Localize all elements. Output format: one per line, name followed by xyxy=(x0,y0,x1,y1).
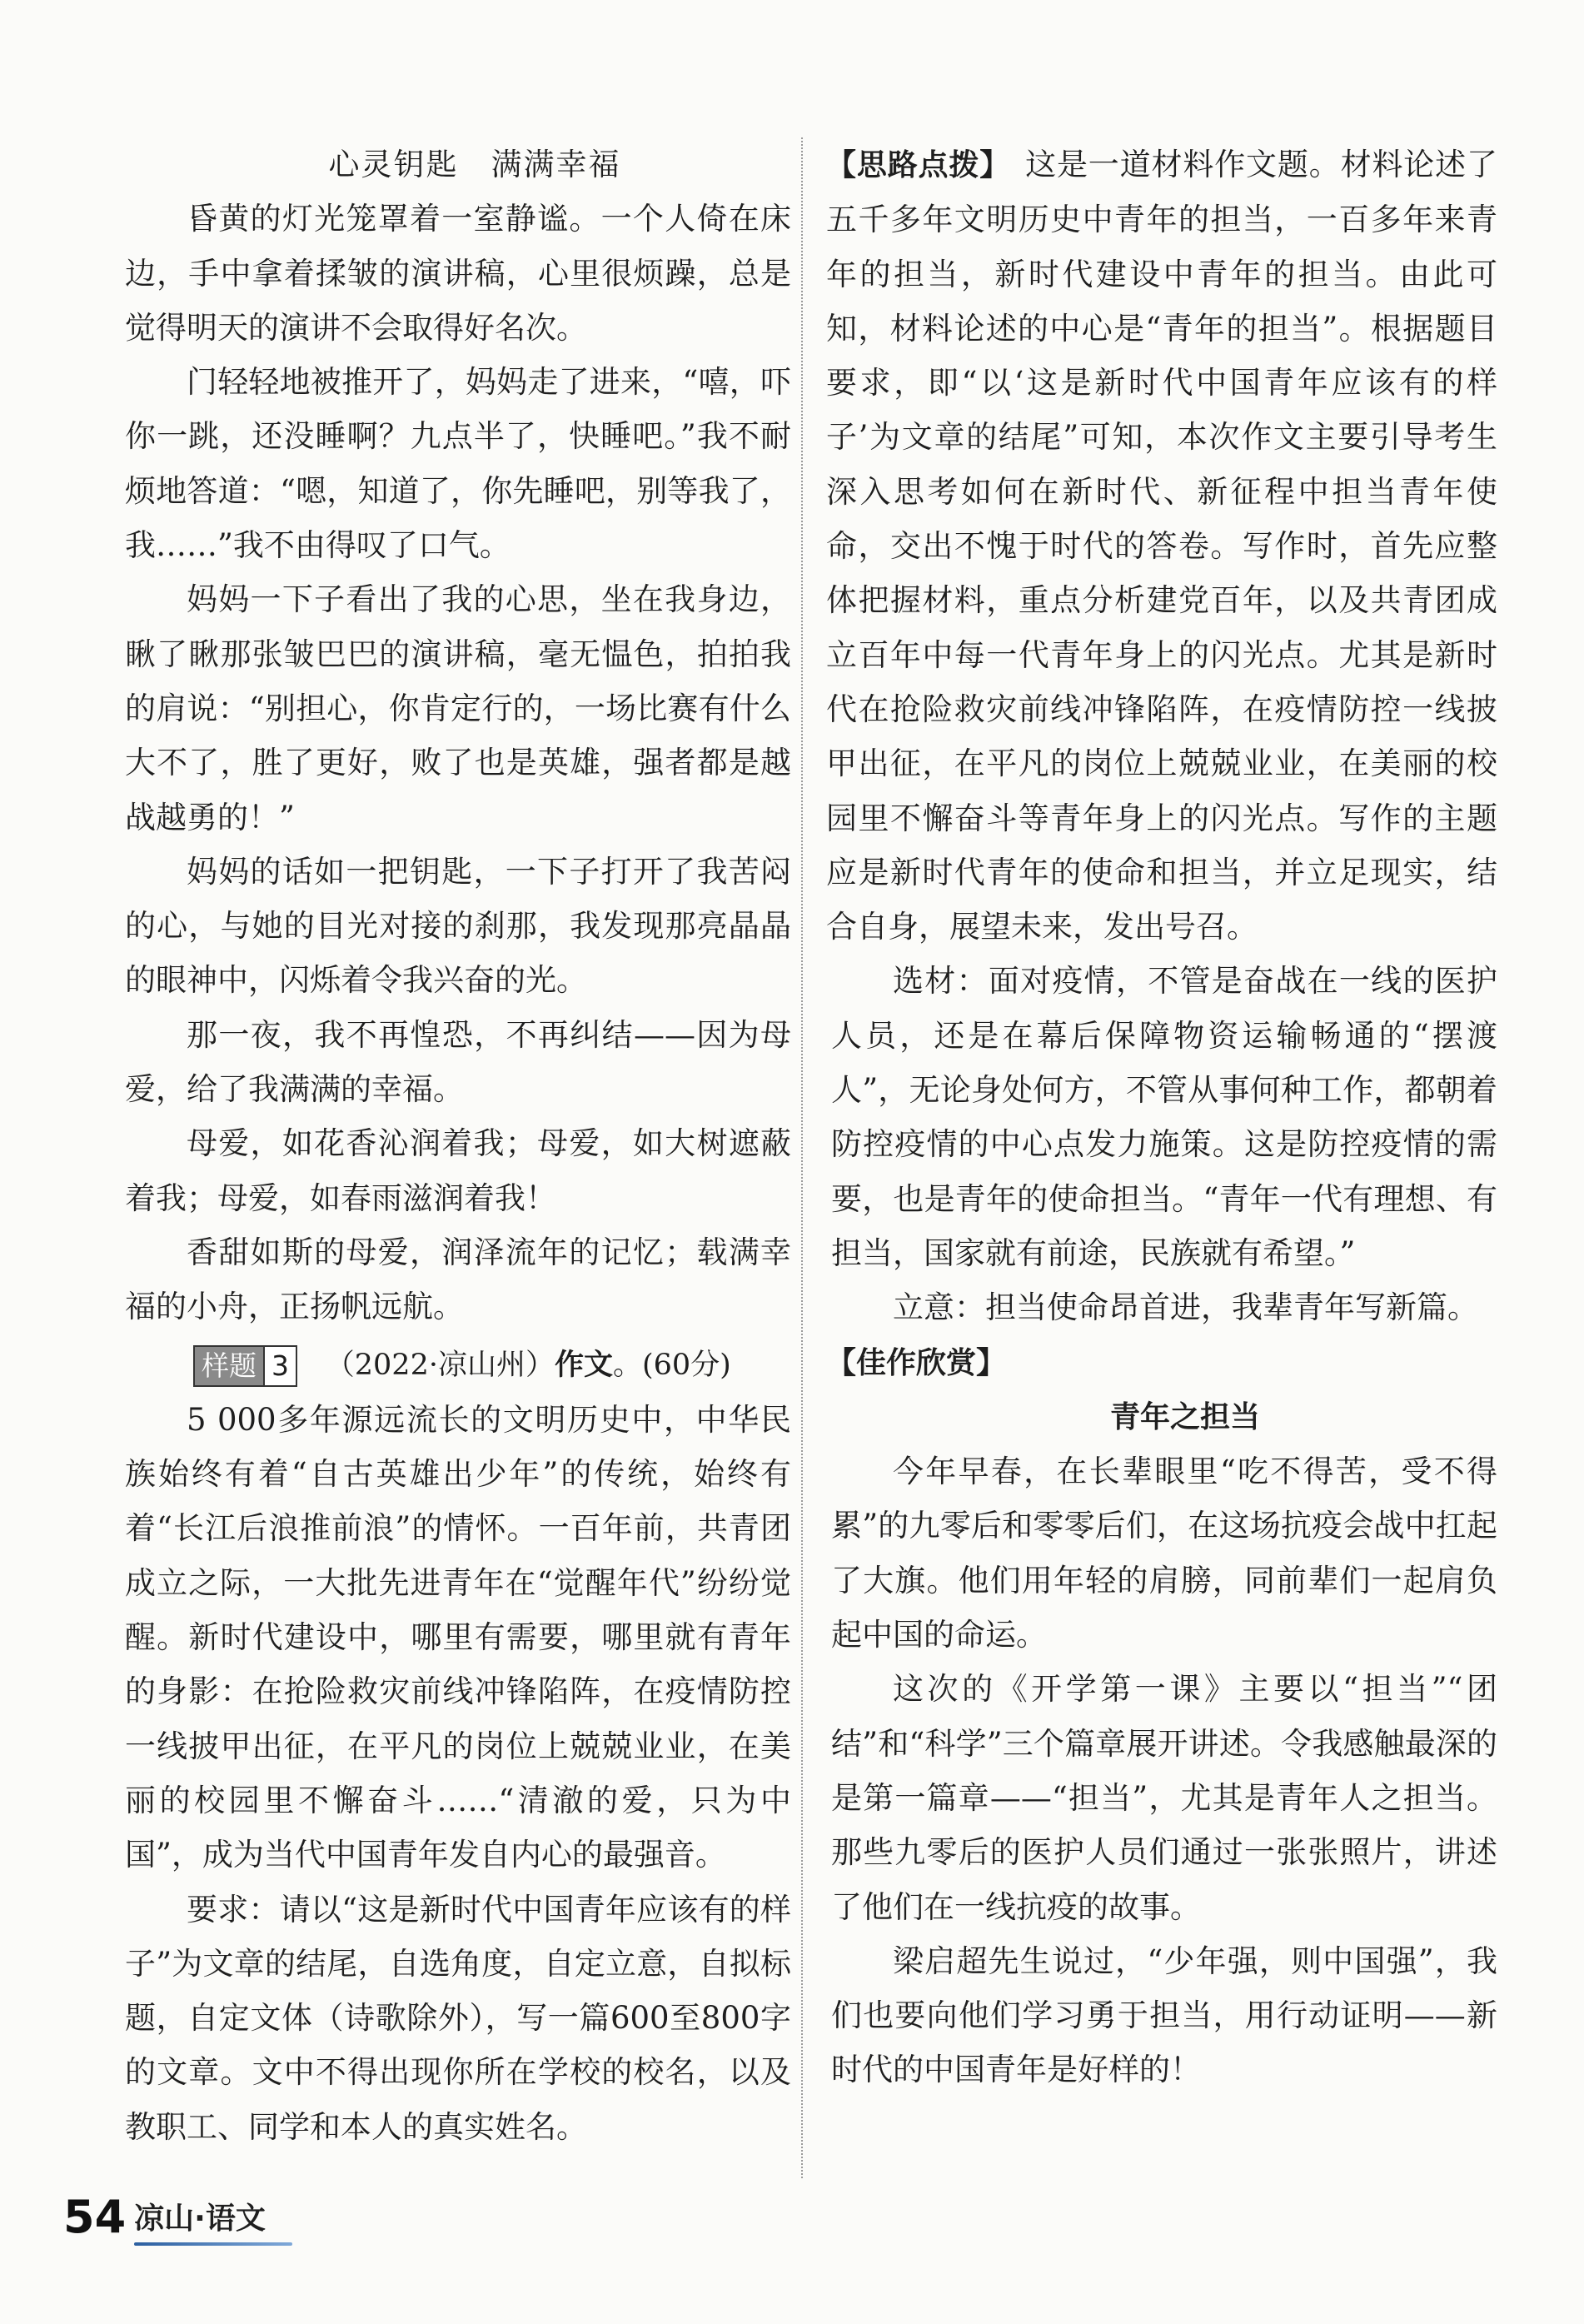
appreciation-heading xyxy=(826,1335,1497,1390)
sample-type: 作文 xyxy=(554,1348,613,1382)
story-paragraph: 妈妈的话如一把钥匙，一下子打开了我苦闷的心，与她的目光对接的刹那，我发现那亮晶晶的眼神中，闪烁着令我兴奋的光。 xyxy=(125,853,791,999)
footer-underline xyxy=(134,2242,292,2246)
sample-tag-label: 样题 xyxy=(195,1347,263,1385)
story-paragraph: 香甜如斯的母爱，润泽流年的记忆；载满幸福的小舟，正扬帆远航。 xyxy=(125,1234,791,1325)
story-paragraph: 昏黄的灯光笼罩着一室静谧。一个人倚在床边，手中拿着揉皱的演讲稿，心里很烦躁，总是觉得明天的演讲不会取得好名次。 xyxy=(125,201,791,346)
story-title: 心灵钥匙 满满幸福 xyxy=(328,147,621,182)
column-divider xyxy=(801,137,803,2178)
appreciation-label: 【佳作欣赏】 xyxy=(826,1345,1007,1380)
story-paragraph: 母爱，如花香沁润着我；母爱，如大树遮蔽着我；母爱，如春雨滋润着我！ xyxy=(125,1125,791,1216)
sample-question-header xyxy=(125,1337,791,1393)
book-label-text: 凉山·语文 xyxy=(134,2202,266,2236)
sample-source: （2022·凉山州） xyxy=(325,1348,555,1382)
story-paragraph: 妈妈一下子看出了我的心思，坐在我身边，瞅了瞅那张皱巴巴的演讲稿，毫无愠色，拍拍我的肩说：“别担心，你肯定行的，一场比赛有什么大不了，胜了更好，败了也是英雄，强者都是越战越勇的！” xyxy=(125,581,791,835)
prompt-paragraph: 5 000多年源远流长的文明历史中，中华民族始终有着“自古英雄出少年”的传统，始终有着“长江后浪推前浪”的情怀。一百年前，共青团成立之际，一大批先进青年在“觉醒年代”纷纷觉醒。新时代建设中，哪里有需要，哪里就有青年的身影：在抢险救灾前线冲锋陷阵，在疫情防控一线披甲出征，在平凡的岗位上兢兢业业，在美丽的校园里不懈奋斗……“清澈的爱，只为中国”，成为当代中国青年发自内心的最强音。 xyxy=(125,1401,791,1873)
essay-paragraph: 梁启超先生说过，“少年强，则中国强”，我们也要向他们学习勇于担当，用行动证明——新时代的中国青年是好样的！ xyxy=(831,1942,1497,2088)
page-number: 54 xyxy=(63,2191,127,2243)
sample-score: 。(60分) xyxy=(612,1348,731,1382)
essay-paragraph: 今年早春，在长辈眼里“吃不得苦，受不得累”的九零后和零零后们，在这场抗疫会战中扛起了大旗。他们用年轻的肩膀，同前辈们一起肩负起中国的命运。 xyxy=(831,1454,1497,1653)
thesis-paragraph: 立意：担当使命昂首进，我辈青年写新篇。 xyxy=(893,1289,1478,1326)
hint-label: 【思路点拨】 xyxy=(826,148,1011,182)
right-column xyxy=(826,137,1497,2097)
hint-paragraph xyxy=(826,137,1497,954)
hint-text: 这是一道材料作文题。材料论述了五千多年文明历史中青年的担当，一百多年来青年的担当，新时代建设中青年的担当。由此可知，材料论述的中心是“青年的担当”。根据题目要求，即“以‘这是新时代中国青年应该有的样子’为文章的结尾”可知，本次作文主要引导考生深入思考如何在新时代、新征程中担当青年使命，交出不愧于时代的答卷。写作时，首先应整体把握材料，重点分析建党百年，以及共青团成立百年中每一代青年身上的闪光点。尤其是新时代在抢险救灾前线冲锋陷阵，在疫情防控一线披甲出征，在平凡的岗位上兢兢业业，在美丽的校园里不懈奋斗等青年身上的闪光点。写作的主题应是新时代青年的使命和担当，并立足现实，结合自身，展望未来，发出号召。 xyxy=(826,147,1497,945)
sample-tag xyxy=(193,1345,297,1387)
essay-title: 青年之担当 xyxy=(1109,1399,1260,1434)
page-footer xyxy=(63,2191,266,2243)
story-paragraph: 门轻轻地被推开了，妈妈走了进来，“嘻，吓你一跳，还没睡啊？九点半了，快睡吧。”我不耐烦地答道：“嗯，知道了，你先睡吧，别等我了，我……”我不由得叹了口气。 xyxy=(125,364,791,564)
prompt-requirements: 要求：请以“这是新时代中国青年应该有的样子”为文章的结尾，自选角度，自定立意，自拟标题，自定文体（诗歌除外），写一篇600至800字的文章。文中不得出现你所在学校的校名，以及教职工、同学和本人的真实姓名。 xyxy=(125,1891,791,2145)
essay-paragraph: 这次的《开学第一课》主要以“担当”“团结”和“科学”三个篇章展开讲述。令我感触最深的是第一篇章——“担当”，尤其是青年人之担当。那些九零后的医护人员们通过一张张照片，讲述了他们在一线抗疫的故事。 xyxy=(831,1671,1497,1925)
left-column xyxy=(125,137,791,2154)
material-paragraph: 选材：面对疫情，不管是奋战在一线的医护人员，还是在幕后保障物资运输畅通的“摆渡人”，无论身处何方，不管从事何种工作，都朝着防控疫情的中心点发力施策。这是防控疫情的需要，也是青年的使命担当。“青年一代有理想、有担当，国家就有前途，民族就有希望。” xyxy=(831,963,1497,1271)
sample-tag-number: 3 xyxy=(263,1347,296,1385)
story-paragraph: 那一夜，我不再惶恐，不再纠结——因为母爱，给了我满满的幸福。 xyxy=(125,1016,791,1108)
book-label xyxy=(134,2195,266,2237)
